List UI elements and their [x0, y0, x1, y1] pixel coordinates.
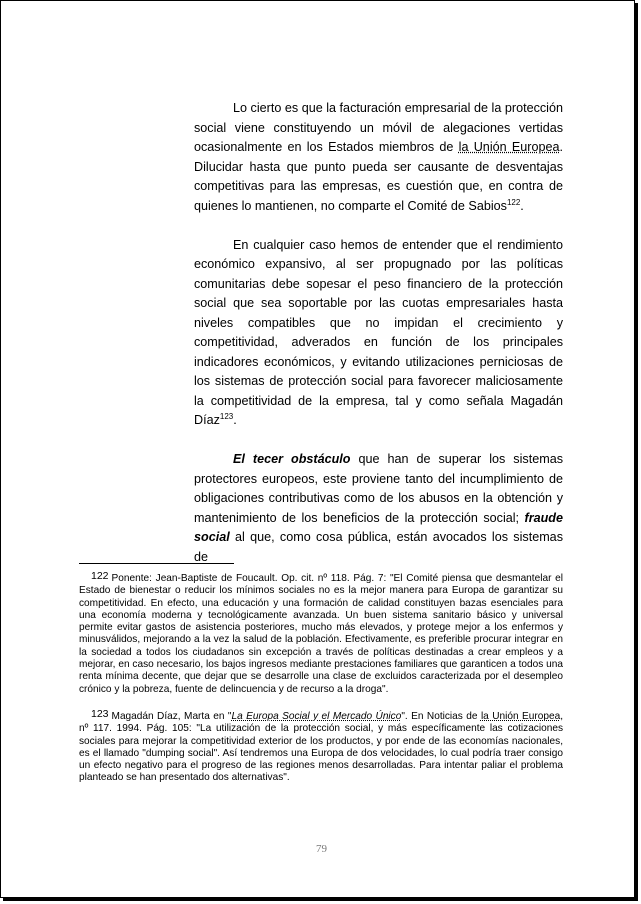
- footnote-text: Magadán Díaz, Marta en ": [111, 710, 232, 722]
- paragraph-3-text-cont: al que, como cosa pública, están avocados los sistemas de: [194, 530, 563, 564]
- footnote-ref-123[interactable]: 123: [219, 412, 234, 421]
- paragraph-1-text-cont: . Dilucidar hasta que punto pueda ser causante de desventajas competitivas para las empresas, es cuestión que, en contra de quienes lo mantienen, no comparte el Comité de Sabios: [194, 140, 563, 213]
- paragraph-1: [194, 99, 563, 216]
- footnote-text-cont: , nº 117. 1994. Pág. 105: "La utilización de la protección social, y más específicamente las cotizaciones sociales para mejorar la competitividad exterior de los productos, y por ende de las economías nacionales, es el llamado "dumping social". Así tendremos una Europa de dos velocidades, lo cual podría traer consigo un efecto negativo para el progreso de las regiones menos desarrolladas. Para intentar paliar el problema planteado se han presentado dos alternativas".: [79, 710, 563, 784]
- paragraph-2: [194, 236, 563, 431]
- paragraph-3-text: que han de superar los sistemas protectores europeos, este proviene tanto del incumplimiento de obligaciones contributivas como de los abusos en la obtención y mantenimiento de los beneficios de la protección social;: [194, 452, 563, 525]
- emphasis-tercer-obstaculo: El tecer obstáculo: [233, 452, 351, 466]
- paragraph-1-end: .: [520, 198, 524, 213]
- footnote-number: 123: [91, 707, 109, 720]
- footnote-123: [79, 708, 563, 785]
- footnote-number: 122: [91, 570, 109, 582]
- footnotes: [79, 570, 563, 797]
- paragraph-2-text: En cualquier caso hemos de entender que el rendimiento económico expansivo, al ser propugnado por las políticas comunitarias debe sopesar el peso financiero de la protección social que sea soportable por las cuotas empresariales hasta niveles compatibles que no impidan el crecimiento y competitividad, adverados en función de los principales indicadores económicos, y evitando utilizaciones perniciosas de los sistemas de protección social para favorecer maliciosamente la competitividad de la empresa, tal y como señala Magadán Díaz: [194, 237, 563, 427]
- footnote-text: Ponente: Jean-Baptiste de Foucault. Op. cit. nº 118. Pág. 7: "El Comité piensa que desmantelar el Estado de bienestar o reducir los mínimos sociales no es la mejor manera para Europa de garantizar su competitividad. En efecto, una educación y una formación de calidad constituyen bazas esenciales para una economía moderna y tecnológicamente avanzada. Un buen sistema sanitario básico y universal permite evitar gastos de asistencia posteriores, mucho más elevados, y protege mejor a los enfermos y minusválidos, mejorando a la vez la salud de la población. Efectivamente, es preferible procurar integrar en la sociedad a todos los ciudadanos sin excepción a través de políticas destinadas a crear empleos y a mejorar, en caso necesario, los bajos ingresos mediante prestaciones familiares que garanticen a todos una renta mínima decente, que dejar que se desarrolle una clase de excluidos caracterizada por el desempleo crónico y la pobreza, fuente de delincuencia y de recurso a la droga".: [79, 573, 563, 695]
- paragraph-3: [194, 450, 563, 567]
- page-number: 79: [316, 843, 327, 855]
- footnote-separator: [79, 563, 234, 564]
- union-europea-link[interactable]: la Unión Europea: [458, 140, 560, 154]
- footnote-ref-122[interactable]: 122: [506, 197, 521, 207]
- footnote-title-link[interactable]: La Europa Social y el Mercado Único: [231, 710, 402, 722]
- union-europea-link[interactable]: la Unión Europea: [480, 710, 561, 722]
- main-text: [194, 99, 563, 567]
- paragraph-2-end: .: [233, 413, 237, 427]
- footnote-122: [79, 570, 563, 696]
- footnote-text-cont: ". En Noticias de: [401, 710, 481, 722]
- paragraph-1-text: Lo cierto es que la facturación empresarial de la protección social viene constituyendo un móvil de alegaciones vertidas ocasionalmente en los Estados miembros de: [194, 101, 563, 154]
- emphasis-fraude-social: fraude social: [194, 510, 563, 544]
